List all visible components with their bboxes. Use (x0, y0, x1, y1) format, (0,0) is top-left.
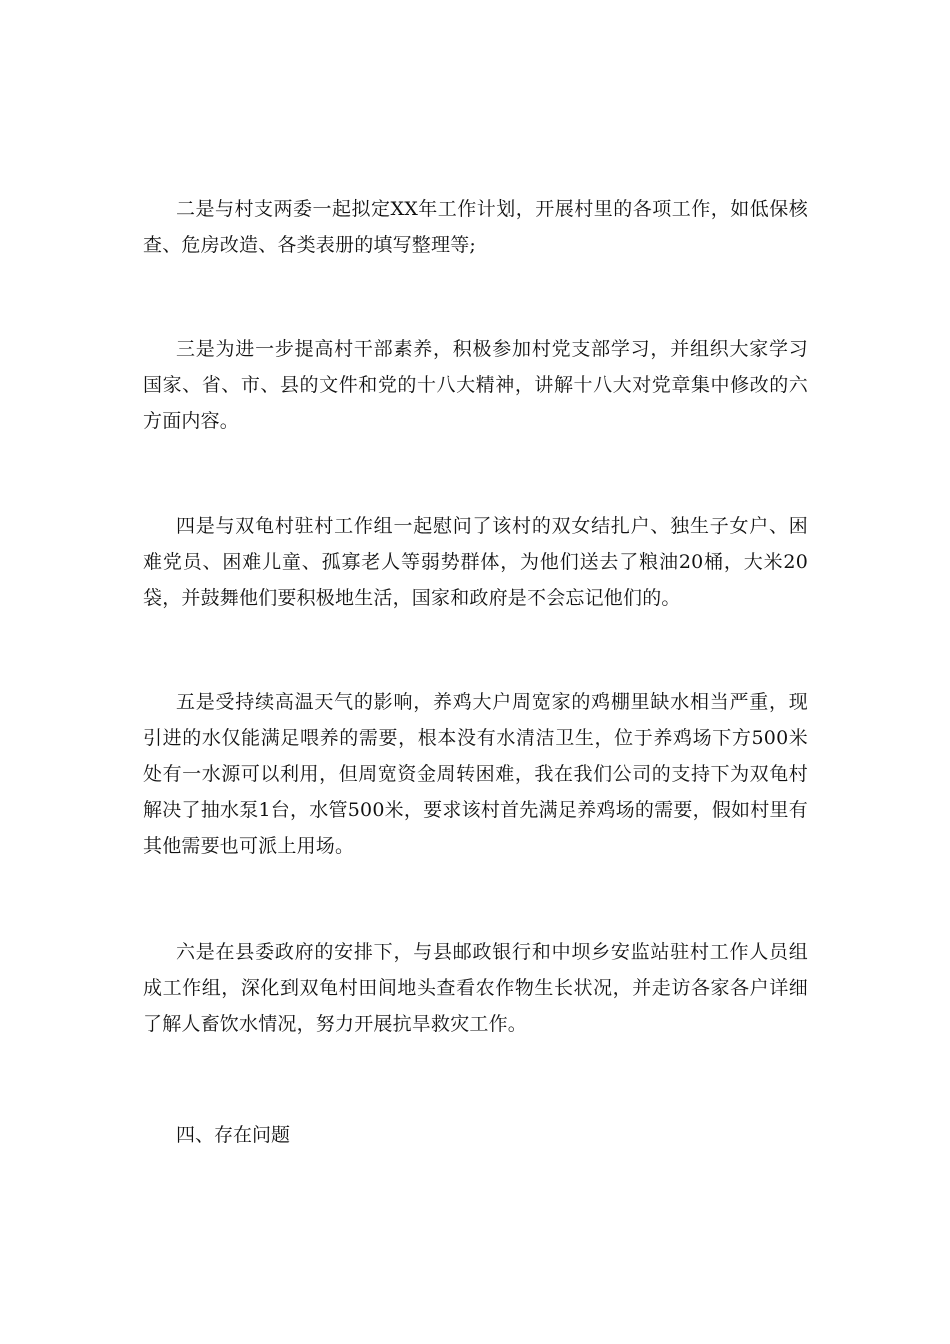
section-heading: 四、存在问题 (176, 1124, 291, 1146)
paragraph-visits: 四是与双龟村驻村工作组一起慰问了该村的双女结扎户、独生子女户、困难党员、困难儿童、孤寡老人等弱势群体，为他们送去了粮油20桶，大米20袋，并鼓舞他们要积极地生活，国家和政府是不会忘记他们的。 (143, 515, 808, 609)
paragraph-water-supply: 五是受持续高温天气的影响，养鸡大户周宽家的鸡棚里缺水相当严重，现引进的水仅能满足喂养的需要，根本没有水清洁卫生，位于养鸡场下方500米处有一水源可以利用，但周宽资金周转困难，我在我们公司的支持下为双龟村解决了抽水泵1台，水管500米，要求该村首先满足养鸡场的需要，假如村里有其他需要也可派上用场。 (143, 691, 808, 857)
paragraph-drought-relief: 六是在县委政府的安排下，与县邮政银行和中坝乡安监站驻村工作人员组成工作组，深化到双龟村田间地头查看农作物生长状况，并走访各家各户详细了解人畜饮水情况，努力开展抗旱救灾工作。 (143, 941, 808, 1035)
paragraph-study: 三是为进一步提高村干部素养，积极参加村党支部学习，并组织大家学习国家、省、市、县的文件和党的十八大精神，讲解十八大对党章集中修改的六方面内容。 (143, 338, 808, 432)
paragraph-work-plan: 二是与村支两委一起拟定XX年工作计划，开展村里的各项工作，如低保核查、危房改造、各类表册的填写整理等; (143, 198, 808, 256)
